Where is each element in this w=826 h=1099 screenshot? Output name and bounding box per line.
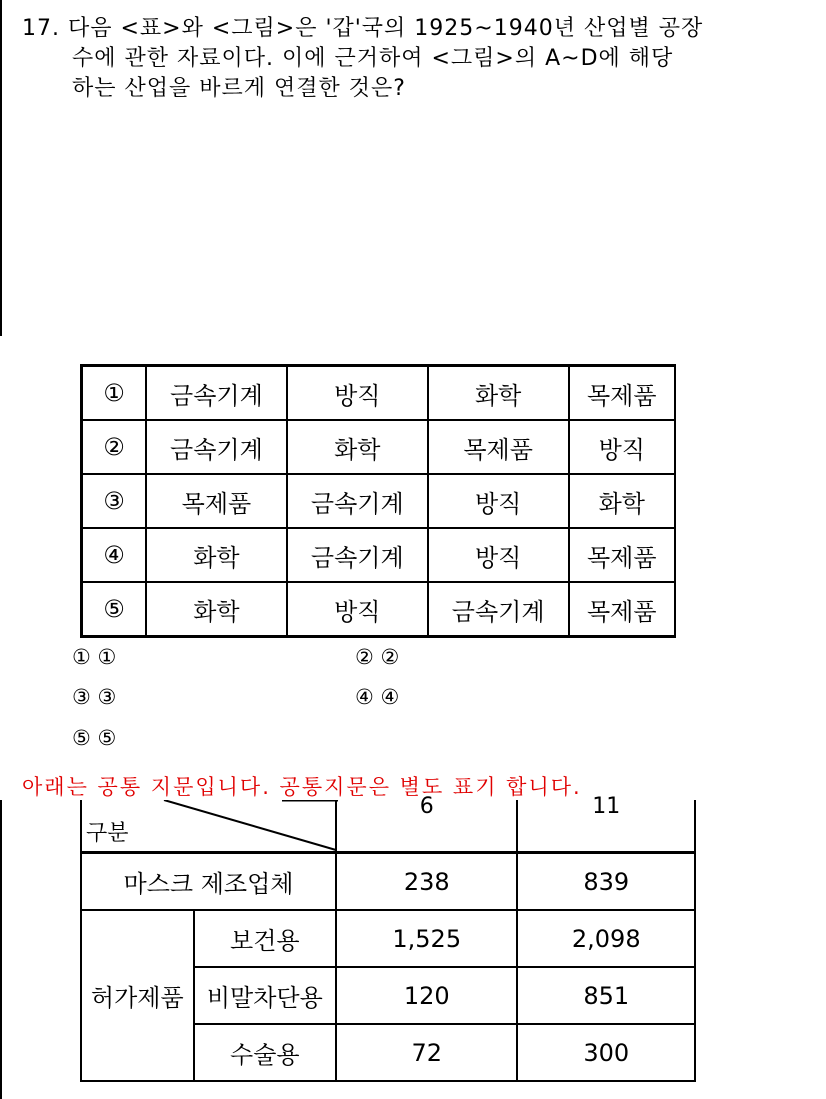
table-row xyxy=(82,582,676,637)
choice-3[interactable]: ③ ③ xyxy=(72,685,117,709)
option-cell-a: 금속기계 xyxy=(146,366,287,421)
cell-value: 300 xyxy=(517,1024,695,1081)
option-cell-b: 화학 xyxy=(287,420,428,474)
answer-options-table xyxy=(80,364,676,638)
option-cell-c: 금속기계 xyxy=(428,582,569,637)
table-row xyxy=(82,474,676,528)
choice-5[interactable]: ⑤ ⑤ xyxy=(72,726,117,750)
question-line-1: 17. 다음 <표>와 <그림>은 '갑'국의 1925~1940년 산업별 공장 xyxy=(22,16,704,41)
option-cell-c: 화학 xyxy=(428,366,569,421)
header-col-1: 6 xyxy=(336,800,517,853)
row-label: 수술용 xyxy=(194,1024,336,1081)
common-passage-notice: 아래는 공통 지문입니다. 공통지문은 별도 표기 합니다. xyxy=(22,775,582,799)
question-line-2: 수에 관한 자료이다. 이에 근거하여 <그림>의 A~D에 해당 xyxy=(72,46,674,71)
option-number: ⑤ xyxy=(82,582,147,637)
option-cell-b: 금속기계 xyxy=(287,528,428,582)
option-number: ④ xyxy=(82,528,147,582)
cell-value: 851 xyxy=(517,967,695,1024)
left-margin-rule-lower xyxy=(0,800,2,1099)
table-row xyxy=(82,420,676,474)
header-diagonal-cell xyxy=(81,800,336,853)
option-cell-c: 목제품 xyxy=(428,420,569,474)
row-label: 마스크 제조업체 xyxy=(81,853,336,911)
option-cell-d: 목제품 xyxy=(569,366,675,421)
question-text xyxy=(22,14,812,104)
choice-1[interactable]: ① ① xyxy=(72,645,117,669)
option-cell-b: 방직 xyxy=(287,582,428,637)
header-col-2: 11 xyxy=(517,800,695,853)
choice-4[interactable]: ④ ④ xyxy=(355,685,400,709)
cell-value: 120 xyxy=(336,967,517,1024)
option-cell-d: 목제품 xyxy=(569,528,675,582)
option-cell-a: 화학 xyxy=(146,528,287,582)
table-row xyxy=(82,366,676,421)
option-cell-a: 금속기계 xyxy=(146,420,287,474)
cell-value: 2,098 xyxy=(517,910,695,967)
option-cell-b: 금속기계 xyxy=(287,474,428,528)
row-label: 보건용 xyxy=(194,910,336,967)
group-label: 허가제품 xyxy=(81,910,194,1081)
cell-value: 839 xyxy=(517,853,695,911)
option-number: ① xyxy=(82,366,147,421)
option-cell-c: 방직 xyxy=(428,474,569,528)
cell-value: 238 xyxy=(336,853,517,911)
cell-value: 72 xyxy=(336,1024,517,1081)
question-line-3: 하는 산업을 바르게 연결한 것은? xyxy=(72,76,406,101)
option-cell-d: 화학 xyxy=(569,474,675,528)
table-row xyxy=(81,910,695,967)
option-number: ② xyxy=(82,420,147,474)
option-cell-a: 목제품 xyxy=(146,474,287,528)
option-cell-d: 방직 xyxy=(569,420,675,474)
data-table xyxy=(80,794,696,1082)
option-cell-d: 목제품 xyxy=(569,582,675,637)
header-label: 구분 xyxy=(86,821,129,846)
option-cell-a: 화학 xyxy=(146,582,287,637)
option-cell-c: 방직 xyxy=(428,528,569,582)
option-cell-b: 방직 xyxy=(287,366,428,421)
table-row xyxy=(82,528,676,582)
cell-value: 1,525 xyxy=(336,910,517,967)
choice-2[interactable]: ② ② xyxy=(355,645,400,669)
table-row xyxy=(81,853,695,911)
option-number: ③ xyxy=(82,474,147,528)
row-label: 비말차단용 xyxy=(194,967,336,1024)
table-header-row xyxy=(81,800,695,853)
left-margin-rule xyxy=(0,0,2,336)
